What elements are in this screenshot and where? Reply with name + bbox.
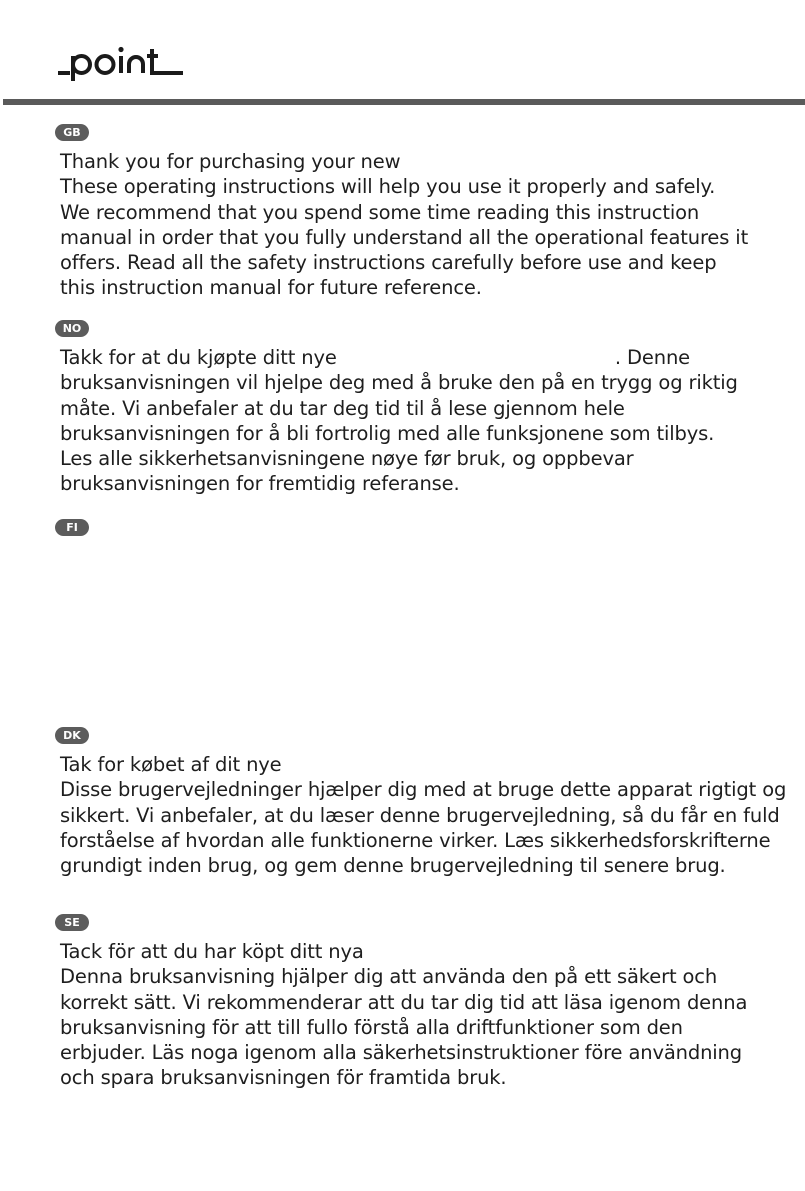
text-line: korrekt sätt. Vi rekommenderar att du tar dig tid att läsa igenom denna <box>60 990 748 1014</box>
text-line: bruksanvisningen vil hjelpe deg med å bruke den på en trygg og riktig <box>60 371 738 395</box>
section-gb <box>55 121 775 301</box>
text-line: Tak for købet af dit nye <box>60 753 282 776</box>
section-se-text <box>60 939 775 1091</box>
text-line: sikkert. Vi anbefaler, at du læser denne brugervejledning, så du får en fuld <box>60 803 780 827</box>
section-gb-text <box>60 149 775 301</box>
text-line: måte. Vi anbefaler at du tar deg tid til å lese gjennom hele <box>60 396 625 420</box>
text-line: erbjuder. Läs noga igenom alla säkerhetsinstruktioner före användning <box>60 1041 742 1065</box>
language-badge-se: SE <box>55 914 89 931</box>
section-no-text <box>60 345 775 497</box>
language-badge-gb: GB <box>55 124 89 141</box>
text-line: forståelse af hvordan alle funktionerne virker. Læs sikkerhedsforskrifterne <box>60 828 771 852</box>
language-badge-fi: FI <box>55 519 89 536</box>
text-line: Denna bruksanvisning hjälper dig att använda den på ett säkert och <box>60 965 718 989</box>
language-badge-dk: DK <box>55 727 89 744</box>
language-badge-no: NO <box>55 320 89 337</box>
text-line: manual in order that you fully understand all the operational features it <box>60 225 749 249</box>
text-line: Disse brugervejledninger hjælper dig med at bruge dette apparat rigtigt og <box>60 778 787 802</box>
text-line: this instruction manual for future reference. <box>60 276 482 300</box>
point-logo <box>56 44 186 84</box>
header-divider <box>3 99 805 105</box>
text-line: We recommend that you spend some time reading this instruction <box>60 200 700 224</box>
section-dk-text <box>60 752 787 878</box>
text-line: bruksanvisning för att till fullo förstå alla driftfunktioner som den <box>60 1015 683 1039</box>
text-line: bruksanvisningen for å bli fortrolig med alle funksjonene som tilbys. <box>60 421 715 445</box>
section-no <box>55 317 775 497</box>
section-se <box>55 911 775 1091</box>
text-line: Takk for at du kjøpte ditt nye . Denne <box>60 346 691 369</box>
text-line: These operating instructions will help you use it properly and safely. <box>60 175 716 199</box>
section-dk <box>55 724 787 878</box>
text-line: grundigt inden brug, og gem denne brugervejledning til senere brug. <box>60 854 726 878</box>
text-line: offers. Read all the safety instructions carefully before use and keep <box>60 251 717 275</box>
text-line: Thank you for purchasing your new <box>60 150 401 173</box>
text-line: Tack för att du har köpt ditt nya <box>60 940 364 963</box>
text-line: och spara bruksanvisningen för framtida bruk. <box>60 1066 507 1090</box>
text-line: Les alle sikkerhetsanvisningene nøye før bruk, og oppbevar <box>60 447 634 471</box>
text-line: bruksanvisningen for fremtidig referanse. <box>60 472 460 496</box>
section-fi <box>55 516 775 544</box>
